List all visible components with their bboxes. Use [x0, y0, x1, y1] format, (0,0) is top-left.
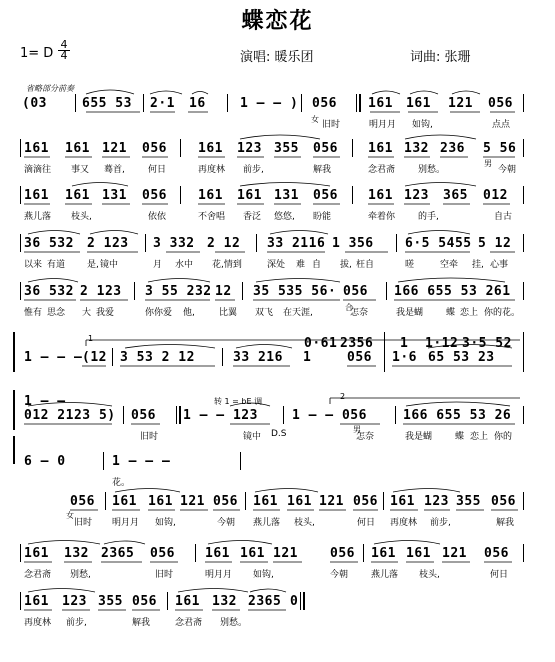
barline	[20, 234, 21, 252]
barline	[20, 282, 21, 300]
note-group: 3 53 2 12	[120, 350, 195, 365]
note-group: 166 655 53 261	[394, 284, 511, 299]
male-mark: 男	[484, 159, 492, 168]
barline	[523, 94, 524, 112]
note-group: 36 532	[24, 284, 74, 299]
lyric: 香泛	[243, 212, 262, 222]
barline	[180, 139, 181, 157]
lyric: 你的花。	[484, 308, 521, 318]
note-group: 131	[274, 188, 299, 203]
lyric: 今朝	[217, 518, 236, 528]
lyric: 花。	[112, 478, 131, 488]
note-group-upper: 2356	[340, 336, 374, 351]
note-group: 161	[175, 594, 200, 609]
lyric: 枝头,	[71, 212, 92, 222]
note-group: 1	[303, 350, 312, 365]
barline	[523, 139, 524, 157]
lyric: 前步,	[243, 165, 264, 175]
note-group: 161	[406, 96, 431, 111]
note-group: 123	[404, 188, 429, 203]
note-group-upper: 1 – –	[24, 394, 66, 409]
note-group: 161	[368, 141, 393, 156]
note-group: 123	[424, 494, 449, 509]
lyric: 蝶	[455, 432, 465, 442]
barline	[301, 94, 302, 112]
barline	[384, 332, 385, 372]
barline	[103, 452, 104, 470]
note-group: 33 216	[233, 350, 283, 365]
ending-1-mark: 1	[88, 334, 94, 343]
note-group: 161	[406, 546, 431, 561]
note-group: 6·5 5455	[405, 236, 472, 251]
singer-credit: 演唱: 暖乐团	[240, 50, 314, 65]
note-group: 131	[102, 188, 127, 203]
repeat-barline	[176, 406, 177, 424]
barline	[195, 544, 196, 562]
lyric: 今朝	[498, 165, 517, 175]
lyric: 念君斋	[368, 165, 396, 175]
note-group: 161	[371, 546, 396, 561]
note-group: 1 – – )	[240, 96, 299, 111]
note-group: 1 356	[332, 236, 374, 251]
lyric: 滴滴往	[24, 165, 52, 175]
lyric: 前步,	[430, 518, 451, 528]
lyric: 惟有	[24, 308, 43, 318]
lyric: 挂,	[472, 260, 484, 270]
note-group: 056	[132, 594, 157, 609]
note-group: 355	[274, 141, 299, 156]
note-group: 161	[368, 188, 393, 203]
lyric: 别愁。	[418, 165, 446, 175]
barline-double	[179, 406, 181, 424]
note-group: 161	[148, 494, 173, 509]
note-group: 161	[24, 546, 49, 561]
lyric: 月	[153, 260, 163, 270]
note-group: 161	[390, 494, 415, 509]
lyric: 蓦首,	[104, 165, 125, 175]
barline	[523, 234, 524, 252]
note-group: 65 53 23	[428, 350, 495, 365]
note-group: 5 56	[483, 141, 517, 156]
note-group: 123	[237, 141, 262, 156]
note-group: 123	[62, 594, 87, 609]
lyric: 何日	[490, 570, 509, 580]
barline	[13, 436, 15, 464]
note-group: 36 532	[24, 236, 74, 251]
barline	[523, 492, 524, 510]
lyric: 如钩,	[155, 518, 176, 528]
note-group: 161	[198, 141, 223, 156]
lyric: D.S	[271, 429, 287, 439]
barline	[222, 348, 223, 366]
note-group: 365	[443, 188, 468, 203]
time-signature-top: 4	[60, 38, 68, 51]
note-group: (03	[22, 96, 47, 111]
note-group: 056	[488, 96, 513, 111]
lyric: 难	[296, 260, 306, 270]
male-mark-2: 男	[353, 425, 361, 434]
note-group: 012	[483, 188, 508, 203]
lyric: 花,情到	[212, 260, 242, 270]
barline	[242, 282, 243, 300]
lyric: 别愁,	[70, 570, 91, 580]
barline	[123, 406, 124, 424]
lyric: 镜中	[100, 260, 119, 270]
lyric: 思念	[47, 308, 66, 318]
note-group-upper: 3·5 52	[462, 336, 512, 351]
note-group: 121	[448, 96, 473, 111]
barline	[13, 332, 15, 372]
lyric: 何日	[357, 518, 376, 528]
barline	[396, 234, 397, 252]
barline	[363, 544, 364, 562]
note-group: 161	[198, 188, 223, 203]
lyric: 大	[82, 308, 92, 318]
barline	[112, 348, 113, 366]
note-group: 161	[24, 141, 49, 156]
note-group: 1 – – 123	[183, 408, 258, 423]
note-group: 132	[212, 594, 237, 609]
note-group: 2 12	[207, 236, 241, 251]
lyric: 盼能	[313, 212, 332, 222]
note-group: 161	[237, 188, 262, 203]
note-group: 1 – – –	[24, 350, 83, 365]
barline-double	[303, 592, 305, 610]
lyric: 在天涯,	[283, 308, 313, 318]
lyric: 你你爱	[145, 308, 173, 318]
lyric: 如钩,	[412, 120, 433, 130]
note-group: 056	[70, 494, 95, 509]
barline	[283, 406, 284, 424]
barline	[227, 94, 228, 112]
lyric: 旧时	[74, 518, 93, 528]
lyric: 我爱	[96, 308, 115, 318]
lyric: 恋上	[460, 308, 479, 318]
note-group: 161	[205, 546, 230, 561]
lyric: 枝头,	[294, 518, 315, 528]
barline	[167, 592, 168, 610]
note-group: 161	[368, 96, 393, 111]
lyric: 枉自	[356, 260, 375, 270]
barline	[75, 94, 76, 112]
lyric: 燕儿落	[253, 518, 281, 528]
note-group: 056	[313, 188, 338, 203]
note-group: 056	[312, 96, 337, 111]
note-group: 1 – – –	[112, 454, 171, 469]
note-group: 161	[65, 141, 90, 156]
barline	[523, 544, 524, 562]
lyric: 再度林	[198, 165, 226, 175]
repeat-barline	[356, 94, 357, 112]
barline	[20, 186, 21, 204]
barline	[383, 492, 384, 510]
lyric: 怎奈	[350, 308, 369, 318]
lyric: 牵着你	[368, 212, 396, 222]
note-group: 2 123	[87, 236, 129, 251]
lyric: 明月月	[369, 120, 397, 130]
barline	[180, 186, 181, 204]
note-group: 121	[102, 141, 127, 156]
ending-2-mark: 2	[340, 392, 346, 401]
note-group: 2365	[101, 546, 135, 561]
female-mark: 女	[311, 115, 319, 124]
final-barline	[300, 592, 301, 610]
lyric: 心事	[490, 260, 509, 270]
note-group-upper: 1	[400, 336, 409, 351]
barline	[240, 452, 241, 470]
lyric: 有道	[47, 260, 66, 270]
lyric: 他,	[183, 308, 195, 318]
note-group: 166 655 53 26	[403, 408, 512, 423]
note-group: 161	[112, 494, 137, 509]
barline	[143, 94, 144, 112]
note-group: 0	[290, 594, 299, 609]
lyric: 你的	[494, 432, 513, 442]
lyric: 双飞	[255, 308, 274, 318]
note-group: 161	[65, 188, 90, 203]
lyric: 如钩,	[253, 570, 274, 580]
note-group: 3 332	[153, 236, 195, 251]
barline	[352, 139, 353, 157]
note-group: 12	[215, 284, 232, 299]
barline	[523, 282, 524, 300]
barline	[145, 234, 146, 252]
note-group: 121	[442, 546, 467, 561]
note-group: 33 2116	[267, 236, 326, 251]
barline	[352, 186, 353, 204]
barline	[20, 139, 21, 157]
lyric: 明月月	[112, 518, 140, 528]
chorus-mark: 合	[345, 303, 353, 312]
lyric: 怎奈	[356, 432, 375, 442]
note-group: 2 123	[80, 284, 122, 299]
lyric: 的手,	[418, 212, 439, 222]
note-group: 1 – – 056	[292, 408, 367, 423]
barline-double	[359, 94, 361, 112]
lyric: 不舍唱	[198, 212, 226, 222]
note-group: 236	[440, 141, 465, 156]
note-group: 012 2123 5)	[24, 408, 116, 423]
lyric: 事又	[71, 165, 90, 175]
lyric: 点点	[492, 120, 511, 130]
lyric: 燕儿落	[24, 212, 52, 222]
lyrics-music-credit: 词曲: 张珊	[410, 50, 471, 65]
song-title: 蝶恋花	[241, 8, 314, 34]
lyric: 旧时	[155, 570, 174, 580]
note-group: 121	[319, 494, 344, 509]
note-group: 355	[98, 594, 123, 609]
lyric: 我是蝴	[405, 432, 433, 442]
lyric: 蝶	[446, 308, 456, 318]
lyric: 别愁。	[220, 618, 248, 628]
barline	[386, 282, 387, 300]
barline	[245, 492, 246, 510]
barline	[523, 406, 524, 424]
lyric: 解我	[132, 618, 151, 628]
lyric: 比翼	[219, 308, 238, 318]
note-group: 056	[313, 141, 338, 156]
note-group: 655 53	[82, 96, 132, 111]
barline	[395, 406, 396, 424]
note-group: 121	[273, 546, 298, 561]
note-group: 161	[287, 494, 312, 509]
note-group: 6 – 0	[24, 454, 66, 469]
lyric: 燕儿落	[371, 570, 399, 580]
lyric: 再度林	[24, 618, 52, 628]
lyric: 今朝	[330, 570, 349, 580]
note-group: 056	[491, 494, 516, 509]
note-group: 056	[213, 494, 238, 509]
note-group: 056	[142, 188, 167, 203]
lyric: 自古	[494, 212, 513, 222]
note-group: 16	[189, 96, 206, 111]
lyric: 念君斋	[175, 618, 203, 628]
intro-note: 省略部分前奏	[26, 84, 74, 93]
barline	[523, 332, 524, 372]
lyric: 枝头,	[419, 570, 440, 580]
note-group: 2365	[248, 594, 282, 609]
time-signature	[58, 40, 70, 61]
lyric: 镜中	[243, 432, 262, 442]
lyric: 解我	[313, 165, 332, 175]
note-group: 056	[343, 284, 368, 299]
lyric: 以来	[24, 260, 43, 270]
note-group: 1·6	[392, 350, 417, 365]
note-group: 161	[24, 188, 49, 203]
note-group: 056	[484, 546, 509, 561]
note-group: 056	[330, 546, 355, 561]
note-group: 056	[142, 141, 167, 156]
lyric: 依依	[148, 212, 167, 222]
time-signature-bottom: 4	[58, 50, 70, 61]
note-group-upper: 0·61	[304, 336, 338, 351]
note-group: 132	[64, 546, 89, 561]
lyric: 深处	[267, 260, 286, 270]
barline	[134, 282, 135, 300]
note-group: 132	[404, 141, 429, 156]
lyric: 念君斋	[24, 570, 52, 580]
note-group: 161	[240, 546, 265, 561]
lyric: 悠悠,	[274, 212, 295, 222]
barline	[20, 592, 21, 610]
note-group: 056	[131, 408, 156, 423]
barline	[20, 544, 21, 562]
lyric: 拔,	[340, 260, 352, 270]
lyric: 旧时	[322, 120, 341, 130]
lyric: 再度林	[390, 518, 418, 528]
barline	[256, 234, 257, 252]
note-group: 121	[180, 494, 205, 509]
lyric: 我是蝴	[396, 308, 424, 318]
note-group: 5 12	[478, 236, 512, 251]
note-group: 056	[150, 546, 175, 561]
lyric: 是,	[87, 260, 99, 270]
lyric: 嗟	[405, 260, 415, 270]
note-group: 355	[456, 494, 481, 509]
note-group: 056	[347, 350, 372, 365]
note-group: 3 55 232	[145, 284, 212, 299]
key-change-mark: 转 1 = bE 调	[214, 397, 263, 406]
lyric: 空牵	[440, 260, 459, 270]
lyric: 前步,	[66, 618, 87, 628]
lyric: 水中	[175, 260, 194, 270]
lyric: 恋上	[470, 432, 489, 442]
note-group: 056	[353, 494, 378, 509]
barline	[523, 186, 524, 204]
barline	[105, 492, 106, 510]
lyric: 解我	[496, 518, 515, 528]
lyric: 明月月	[205, 570, 233, 580]
note-group: (12	[82, 350, 107, 365]
key-signature: 1= D	[20, 46, 54, 61]
note-group: 161	[253, 494, 278, 509]
barline	[13, 390, 15, 430]
lyric: 何日	[148, 165, 167, 175]
note-group-upper: 1·12	[425, 336, 459, 351]
note-group: 2·1	[150, 96, 175, 111]
note-group: 161	[24, 594, 49, 609]
note-group: 35 535 56·	[253, 284, 337, 299]
female-mark-2: 女	[66, 511, 74, 520]
lyric: 旧时	[140, 432, 159, 442]
lyric: 自	[312, 260, 322, 270]
